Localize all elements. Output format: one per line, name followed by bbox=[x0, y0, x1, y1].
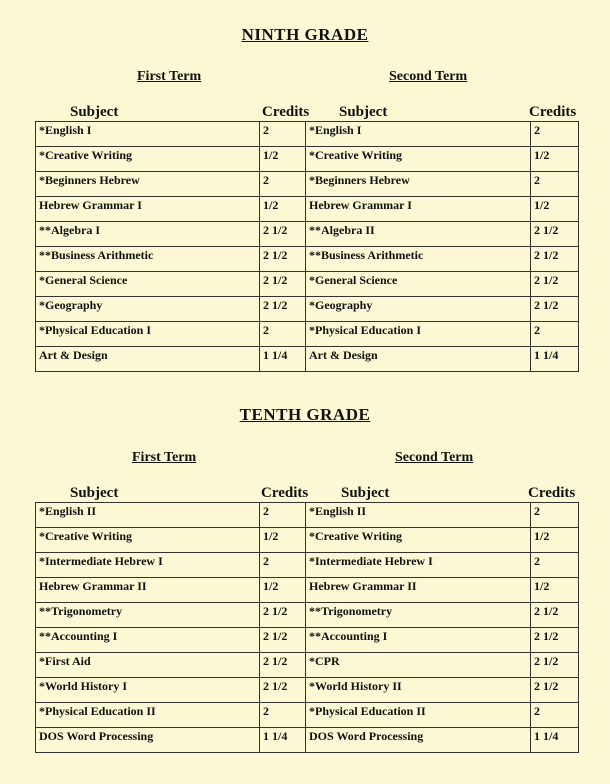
subject-first-term-cell: **Algebra I bbox=[36, 222, 260, 247]
subject-second-term-cell: Art & Design bbox=[306, 347, 531, 372]
credits-first-term-cell: 2 1/2 bbox=[260, 222, 306, 247]
credits-second-term-cell: 2 1/2 bbox=[531, 247, 579, 272]
subject-second-term-cell: *Intermediate Hebrew I bbox=[306, 553, 531, 578]
credits-second-term-cell: 1 1/4 bbox=[531, 728, 579, 753]
credits-first-term-cell: 1/2 bbox=[260, 578, 306, 603]
ninth-credits-header-2: Credits bbox=[529, 104, 577, 120]
credits-first-term-cell: 1/2 bbox=[260, 197, 306, 222]
subject-second-term-cell: *Creative Writing bbox=[306, 147, 531, 172]
subject-first-term-cell: **Business Arithmetic bbox=[36, 247, 260, 272]
table-row bbox=[36, 603, 579, 628]
credits-first-term-cell: 1/2 bbox=[260, 147, 306, 172]
credits-first-term-cell: 2 bbox=[260, 322, 306, 347]
table-row bbox=[36, 247, 579, 272]
credits-first-term-cell: 2 1/2 bbox=[260, 678, 306, 703]
table-row bbox=[36, 628, 579, 653]
subject-second-term-cell: DOS Word Processing bbox=[306, 728, 531, 753]
credits-first-term-cell: 2 bbox=[260, 122, 306, 147]
credits-first-term-cell: 2 1/2 bbox=[260, 653, 306, 678]
ninth-subject-header-2: Subject bbox=[339, 104, 388, 120]
subject-first-term-cell: *English I bbox=[36, 122, 260, 147]
table-row bbox=[36, 653, 579, 678]
table-row bbox=[36, 322, 579, 347]
subject-second-term-cell: **Trigonometry bbox=[306, 603, 531, 628]
subject-first-term-cell: **Trigonometry bbox=[36, 603, 260, 628]
subject-second-term-cell: *Geography bbox=[306, 297, 531, 322]
subject-first-term-cell: *General Science bbox=[36, 272, 260, 297]
tenth-grade-title: TENTH GRADE bbox=[239, 405, 371, 424]
credits-second-term-cell: 2 bbox=[531, 553, 579, 578]
subject-second-term-cell: *General Science bbox=[306, 272, 531, 297]
subject-second-term-cell: *World History II bbox=[306, 678, 531, 703]
subject-first-term-cell: *Physical Education II bbox=[36, 703, 260, 728]
credits-first-term-cell: 2 1/2 bbox=[260, 247, 306, 272]
subject-first-term-cell: **Accounting I bbox=[36, 628, 260, 653]
credits-second-term-cell: 2 1/2 bbox=[531, 603, 579, 628]
credits-first-term-cell: 1 1/4 bbox=[260, 728, 306, 753]
subject-second-term-cell: *English I bbox=[306, 122, 531, 147]
subject-first-term-cell: DOS Word Processing bbox=[36, 728, 260, 753]
subject-second-term-cell: *Physical Education I bbox=[306, 322, 531, 347]
subject-second-term-cell: *Creative Writing bbox=[306, 528, 531, 553]
table-row bbox=[36, 122, 579, 147]
credits-second-term-cell: 2 1/2 bbox=[531, 272, 579, 297]
credits-first-term-cell: 2 1/2 bbox=[260, 603, 306, 628]
credits-first-term-cell: 2 bbox=[260, 172, 306, 197]
subject-second-term-cell: *Physical Education II bbox=[306, 703, 531, 728]
credits-second-term-cell: 2 1/2 bbox=[531, 297, 579, 322]
subject-first-term-cell: *Creative Writing bbox=[36, 528, 260, 553]
tenth-subject-header-2: Subject bbox=[341, 485, 390, 501]
subject-second-term-cell: Hebrew Grammar II bbox=[306, 578, 531, 603]
credits-second-term-cell: 1/2 bbox=[531, 578, 579, 603]
table-row bbox=[36, 147, 579, 172]
credits-second-term-cell: 2 1/2 bbox=[531, 678, 579, 703]
credits-second-term-cell: 1 1/4 bbox=[531, 347, 579, 372]
table-row bbox=[36, 197, 579, 222]
table-row bbox=[36, 347, 579, 372]
subject-first-term-cell: *First Aid bbox=[36, 653, 260, 678]
subject-first-term-cell: *Physical Education I bbox=[36, 322, 260, 347]
ninth-first-term-heading: First Term bbox=[137, 69, 202, 84]
credits-first-term-cell: 1/2 bbox=[260, 528, 306, 553]
subject-first-term-cell: *Beginners Hebrew bbox=[36, 172, 260, 197]
tenth-subject-header-1: Subject bbox=[70, 485, 119, 501]
subject-second-term-cell: **Business Arithmetic bbox=[306, 247, 531, 272]
table-row bbox=[36, 728, 579, 753]
subject-first-term-cell: *English II bbox=[36, 503, 260, 528]
credits-second-term-cell: 2 bbox=[531, 172, 579, 197]
credits-second-term-cell: 2 1/2 bbox=[531, 222, 579, 247]
subject-second-term-cell: *English II bbox=[306, 503, 531, 528]
table-row bbox=[36, 553, 579, 578]
credits-second-term-cell: 2 1/2 bbox=[531, 653, 579, 678]
ninth-subject-header-1: Subject bbox=[70, 104, 119, 120]
ninth-credits-header-1: Credits bbox=[262, 104, 310, 120]
subject-first-term-cell: Hebrew Grammar II bbox=[36, 578, 260, 603]
credits-second-term-cell: 1/2 bbox=[531, 197, 579, 222]
tenth-credits-header-1: Credits bbox=[261, 485, 309, 501]
tenth-credits-header-2: Credits bbox=[528, 485, 576, 501]
tenth-grade-table bbox=[35, 502, 579, 753]
ninth-grade-table bbox=[35, 121, 579, 372]
ninth-grade-title: NINTH GRADE bbox=[241, 25, 369, 44]
subject-second-term-cell: *Beginners Hebrew bbox=[306, 172, 531, 197]
credits-first-term-cell: 2 1/2 bbox=[260, 272, 306, 297]
table-row bbox=[36, 703, 579, 728]
subject-first-term-cell: *Intermediate Hebrew I bbox=[36, 553, 260, 578]
subject-first-term-cell: Hebrew Grammar I bbox=[36, 197, 260, 222]
credits-second-term-cell: 2 bbox=[531, 703, 579, 728]
subject-second-term-cell: *CPR bbox=[306, 653, 531, 678]
table-row bbox=[36, 503, 579, 528]
credits-first-term-cell: 2 bbox=[260, 703, 306, 728]
subject-first-term-cell: *World History I bbox=[36, 678, 260, 703]
credits-second-term-cell: 2 bbox=[531, 322, 579, 347]
table-row bbox=[36, 528, 579, 553]
table-row bbox=[36, 678, 579, 703]
subject-first-term-cell: *Geography bbox=[36, 297, 260, 322]
credits-first-term-cell: 2 bbox=[260, 553, 306, 578]
subject-second-term-cell: **Accounting I bbox=[306, 628, 531, 653]
table-row bbox=[36, 297, 579, 322]
credits-first-term-cell: 1 1/4 bbox=[260, 347, 306, 372]
tenth-first-term-heading: First Term bbox=[132, 450, 197, 465]
ninth-second-term-heading: Second Term bbox=[389, 69, 468, 84]
credits-second-term-cell: 2 1/2 bbox=[531, 628, 579, 653]
subject-second-term-cell: **Algebra II bbox=[306, 222, 531, 247]
credits-first-term-cell: 2 bbox=[260, 503, 306, 528]
credits-second-term-cell: 2 bbox=[531, 503, 579, 528]
credits-second-term-cell: 1/2 bbox=[531, 528, 579, 553]
table-row bbox=[36, 578, 579, 603]
tenth-second-term-heading: Second Term bbox=[395, 450, 474, 465]
table-row bbox=[36, 272, 579, 297]
subject-first-term-cell: Art & Design bbox=[36, 347, 260, 372]
credits-first-term-cell: 2 1/2 bbox=[260, 297, 306, 322]
subject-first-term-cell: *Creative Writing bbox=[36, 147, 260, 172]
table-row bbox=[36, 222, 579, 247]
credits-second-term-cell: 1/2 bbox=[531, 147, 579, 172]
subject-second-term-cell: Hebrew Grammar I bbox=[306, 197, 531, 222]
credits-second-term-cell: 2 bbox=[531, 122, 579, 147]
credits-first-term-cell: 2 1/2 bbox=[260, 628, 306, 653]
table-row bbox=[36, 172, 579, 197]
